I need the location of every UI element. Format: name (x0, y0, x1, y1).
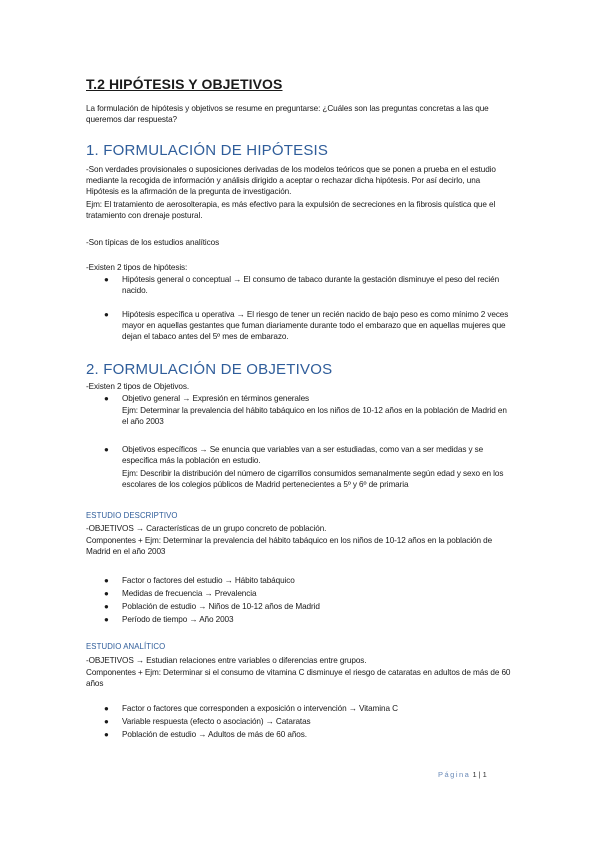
section-heading-objetivos: 2. FORMULACIÓN DE OBJETIVOS (86, 361, 333, 378)
subheading-descriptivo: ESTUDIO DESCRIPTIVO (86, 511, 178, 520)
page-footer (438, 770, 487, 779)
bullet-icon: ● (104, 310, 109, 319)
descriptivo-item: Medidas de frecuencia → Prevalencia (122, 589, 257, 598)
descriptivo-item: Población de estudio → Niños de 10-12 años de Madrid (122, 602, 320, 611)
analitico-item: Población de estudio → Adultos de más de 60 años. (122, 730, 307, 739)
footer-separator: | (478, 770, 481, 779)
hipotesis-tipos: -Existen 2 tipos de hipótesis: (86, 263, 188, 272)
descriptivo-item: Factor o factores del estudio → Hábito tabáquico (122, 576, 295, 585)
hipotesis-especifica: Hipótesis específica u operativa → El riesgo de tener un recién nacido de bajo peso es como mínimo 2 veces mayor en aquellas gestantes que fuman diariamente durante todo el embarazo que en aquellas mujeres que dejan el tabaco antes del 5º mes de embarazo. (122, 310, 509, 342)
objetivo-general-example: Ejm: Determinar la prevalencia del hábito tabáquico en los niños de 10-12 años en la población de Madrid en el año 2003 (122, 406, 507, 427)
analitico-item: Variable respuesta (efecto o asociación) → Cataratas (122, 717, 311, 726)
bullet-icon: ● (104, 394, 109, 403)
descriptivo-item: Período de tiempo → Año 2003 (122, 615, 234, 624)
analitico-objetivos: -OBJETIVOS → Estudian relaciones entre variables o diferencias entre grupos. (86, 656, 367, 665)
footer-page-label: Página (438, 770, 471, 779)
objetivos-especificos: Objetivos específicos → Se enuncia que variables van a ser estudiadas, como van a ser medidas y se especifica más la población en estudio. (122, 445, 484, 466)
bullet-icon: ● (104, 602, 109, 611)
objetivos-tipos: -Existen 2 tipos de Objetivos. (86, 382, 190, 391)
descriptivo-objetivos: -OBJETIVOS → Características de un grupo concreto de población. (86, 524, 327, 533)
bullet-icon: ● (104, 576, 109, 585)
hipotesis-analiticos: -Son típicas de los estudios analíticos (86, 238, 220, 247)
footer-page-total: 1 (482, 770, 487, 779)
intro-paragraph: La formulación de hipótesis y objetivos se resume en preguntarse: ¿Cuáles son las preguntas concretas a las que queremos dar respuesta? (86, 104, 489, 125)
hipotesis-general: Hipótesis general o conceptual → El consumo de tabaco durante la gestación disminuye el peso del recién nacido. (122, 275, 500, 296)
objetivo-general: Objetivo general → Expresión en términos generales (122, 394, 310, 403)
bullet-icon: ● (104, 730, 109, 739)
bullet-icon: ● (104, 704, 109, 713)
bullet-icon: ● (104, 275, 109, 284)
bullet-icon: ● (104, 445, 109, 454)
descriptivo-componentes: Componentes + Ejm: Determinar la prevalencia del hábito tabáquico en los niños de 10-12 años en la población de Madrid en el año 2003 (86, 536, 493, 557)
bullet-icon: ● (104, 615, 109, 624)
section-heading-hipotesis: 1. FORMULACIÓN DE HIPÓTESIS (86, 142, 329, 159)
analitico-componentes: Componentes + Ejm: Determinar si el consumo de vitamina C disminuye el riesgo de cataratas en adultos de más de 60 años (86, 668, 511, 689)
bullet-icon: ● (104, 589, 109, 598)
objetivos-especificos-example: Ejm: Describir la distribución del número de cigarrillos consumidos semanalmente según edad y sexo en los escolares de los colegios públicos de Madrid pertenecientes a 5º y 6º de primaria (122, 469, 504, 490)
analitico-item: Factor o factores que corresponden a exposición o intervención → Vitamina C (122, 704, 398, 713)
hipotesis-definition: -Son verdades provisionales o suposiciones derivadas de los modelos teóricos que se ponen a prueba en el estudio mediante la recogida de información y análisis dirigido a aceptar o rechazar dicha hipótesis. Por así decirlo, una Hipótesis es la afirmación de la pregunta de investigación. (86, 165, 496, 197)
subheading-analitico: ESTUDIO ANALÍTICO (86, 642, 166, 651)
page-title: T.2 HIPÓTESIS Y OBJETIVOS (86, 76, 283, 92)
hipotesis-example: Ejm: El tratamiento de aerosolterapia, es más efectivo para la expulsión de secreciones en la fibrosis quística que el tratamiento con drenaje postural. (86, 200, 496, 221)
footer-page-current: 1 (472, 770, 477, 779)
bullet-icon: ● (104, 717, 109, 726)
